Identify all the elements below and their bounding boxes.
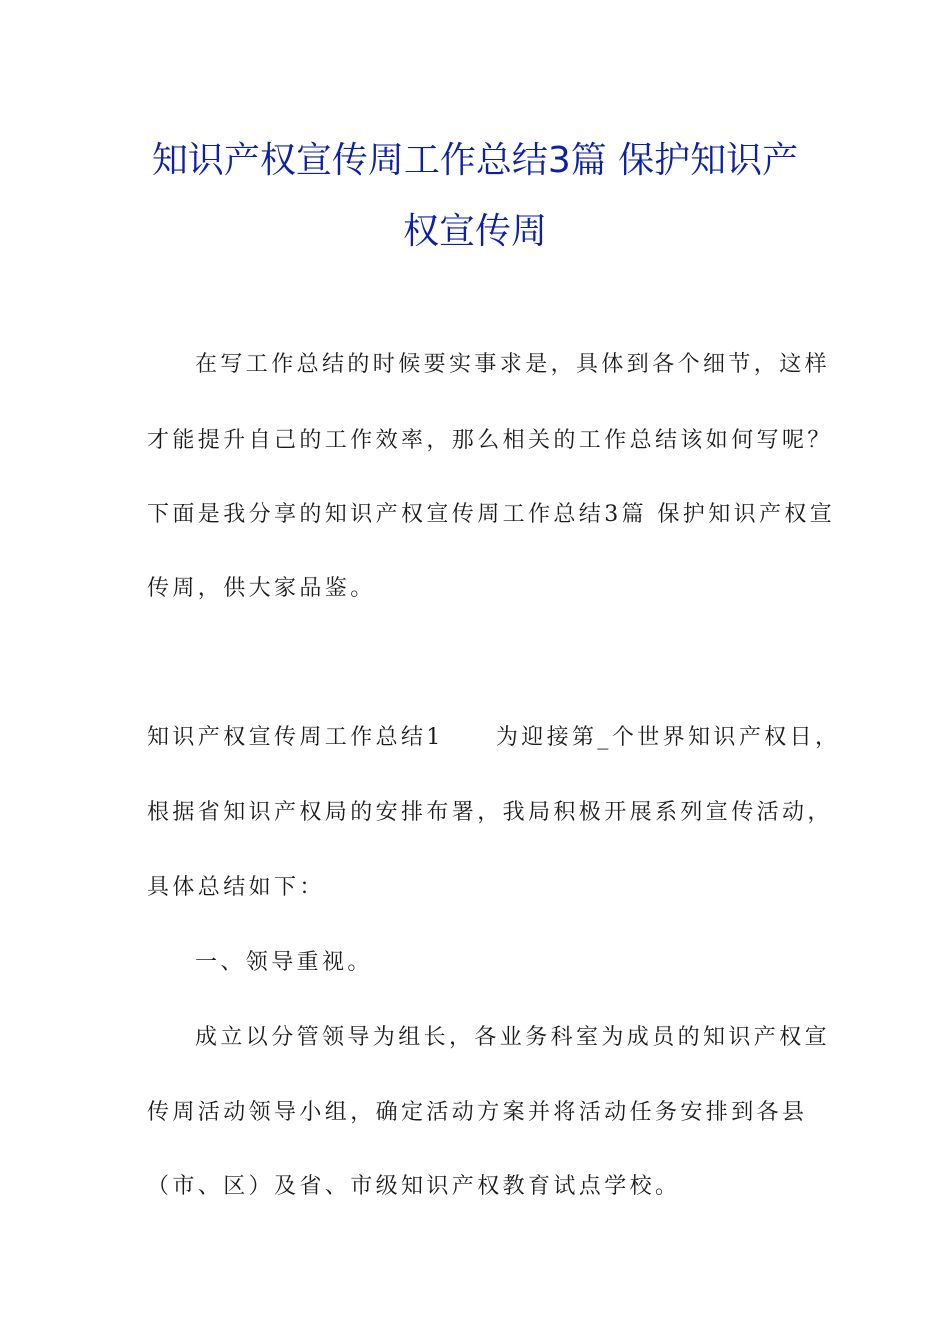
section1-line-2: 根据省知识产权局的安排布署，我局积极开展系列宣传活动， xyxy=(147,800,833,825)
intro-line-3: 下面是我分享的知识产权宣传周工作总结3篇 保护知识产权宣 xyxy=(147,502,836,527)
document-title-line-2: 权宣传周 xyxy=(402,211,547,252)
intro-line-2: 才能提升自己的工作效率，那么相关的工作总结该如何写呢？ xyxy=(147,428,833,453)
section1-first-line xyxy=(147,720,841,751)
point1-line-2: 传周活动领导小组，确定活动方案并将活动任务安排到各县 xyxy=(147,1100,808,1125)
point1-line-3: （市、区）及省、市级知识产权教育试点学校。 xyxy=(147,1174,681,1199)
point1-line-1: 成立以分管领导为组长，各业务科室为成员的知识产权宣 xyxy=(195,1025,831,1050)
section1-heading-continuation: 为迎接第_个世界知识产权日， xyxy=(495,725,841,750)
section1-line-3: 具体总结如下： xyxy=(147,875,325,900)
section1-heading: 知识产权宣传周工作总结1 xyxy=(147,725,444,750)
intro-line-1: 在写工作总结的时候要实事求是，具体到各个细节，这样 xyxy=(195,352,831,377)
point1-heading: 一、领导重视。 xyxy=(195,950,373,975)
document-title-line-1: 知识产权宣传周工作总结3篇 保护知识产 xyxy=(151,140,799,181)
intro-line-4: 传周，供大家品鉴。 xyxy=(147,576,376,601)
